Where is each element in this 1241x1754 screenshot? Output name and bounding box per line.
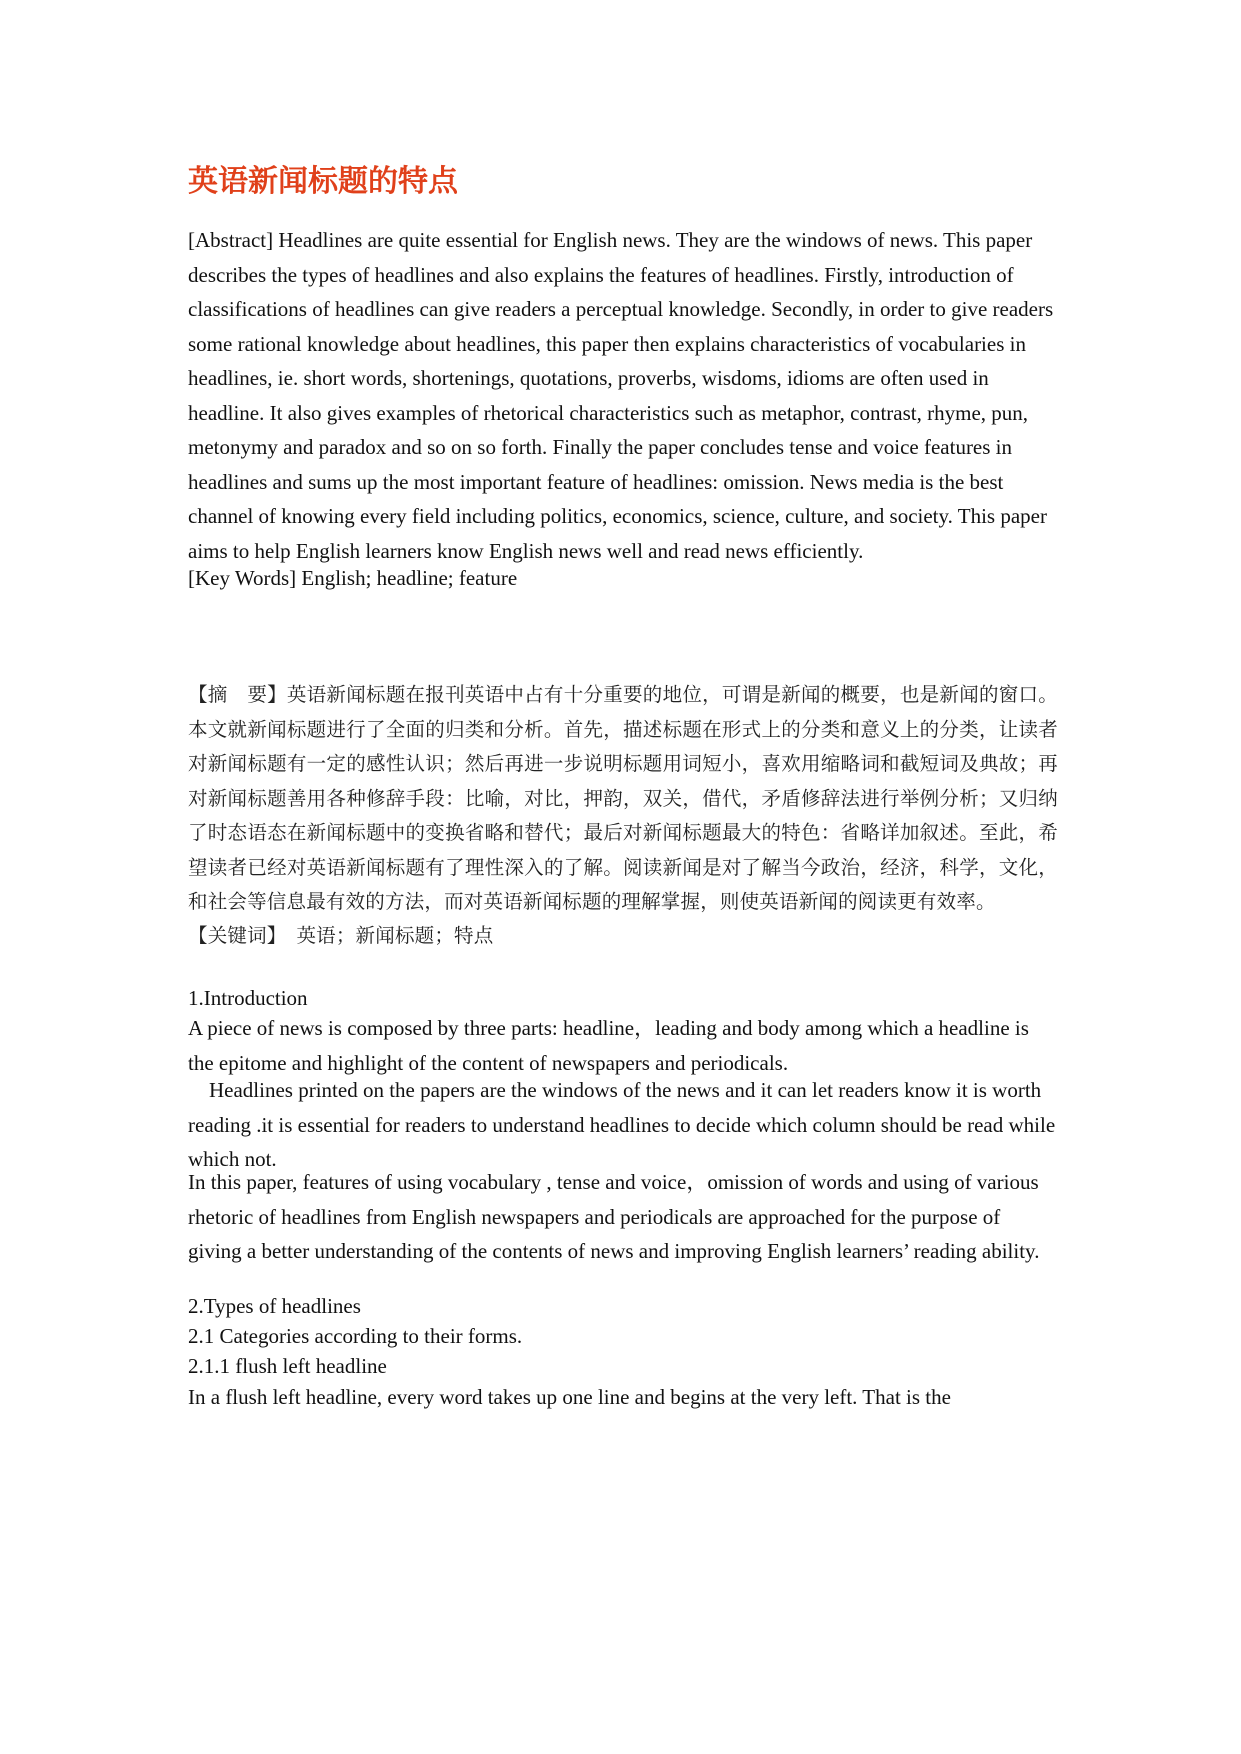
keywords-chinese: 【关键词】 英语；新闻标题；特点 (188, 924, 494, 947)
introduction-paragraph-1: A piece of news is composed by three parts: headline，leading and body among which a headline is the epitome and highlight of the content of newspapers and periodicals. (188, 1016, 1029, 1075)
abstract-english: [Abstract] Headlines are quite essential for English news. They are the windows of news. This paper describes the types of headlines and also explains the features of headlines. Firstly, introduction of classifications of headlines can give readers a perceptual knowledge. Secondly, in order to give readers some rational knowledge about headlines, this paper then explains characteristics of vocabularies in headlines, ie. short words, shortenings, quotations, proverbs, wisdoms, idioms are often used in headline. It also gives examples of rhetorical characteristics such as metaphor, contrast, rhyme, pun, metonymy and paradox and so on so forth. Finally the paper concludes tense and voice features in headlines and sums up the most important feature of headlines: omission. News media is the best channel of knowing every field including politics, economics, science, culture, and society. This paper aims to help English learners know English news well and read news efficiently. (188, 228, 1054, 563)
keywords-english: [Key Words] English; headline; feature (188, 566, 518, 590)
introduction-paragraph-3: In this paper, features of using vocabulary , tense and voice，omission of words and using of various rhetoric of headlines from English newspapers and periodicals are approached for the purpose of giving a better understanding of the contents of news and improving English learners’ reading ability. (188, 1170, 1040, 1263)
introduction-paragraph-2: Headlines printed on the papers are the windows of the news and it can let readers know it is worth reading .it is essential for readers to understand headlines to decide which column should be read while which not. (188, 1078, 1056, 1171)
flush-left-paragraph: In a flush left headline, every word takes up one line and begins at the very left. That is the (188, 1385, 951, 1409)
subsubsection-heading-flush-left: 2.1.1 flush left headline (188, 1354, 387, 1378)
section-heading-introduction: 1.Introduction (188, 986, 308, 1010)
subsection-heading-forms: 2.1 Categories according to their forms. (188, 1324, 523, 1348)
section-heading-types: 2.Types of headlines (188, 1294, 361, 1318)
abstract-chinese: 【摘 要】英语新闻标题在报刊英语中占有十分重要的地位，可谓是新闻的概要，也是新闻的窗口。本文就新闻标题进行了全面的归类和分析。首先，描述标题在形式上的分类和意义上的分类，让读者对新闻标题有一定的感性认识；然后再进一步说明标题用词短小，喜欢用缩略词和截短词及典故；再对新闻标题善用各种修辞手段：比喻，对比，押韵，双关，借代，矛盾修辞法进行举例分析；又归纳了时态语态在新闻标题中的变换省略和替代；最后对新闻标题最大的特色：省略详加叙述。至此，希望读者已经对英语新闻标题有了理性深入的了解。阅读新闻是对了解当今政治，经济，科学，文化，和社会等信息最有效的方法，而对英语新闻标题的理解掌握，则使英语新闻的阅读更有效率。 (188, 683, 1058, 913)
document-title: 英语新闻标题的特点 (188, 164, 458, 199)
